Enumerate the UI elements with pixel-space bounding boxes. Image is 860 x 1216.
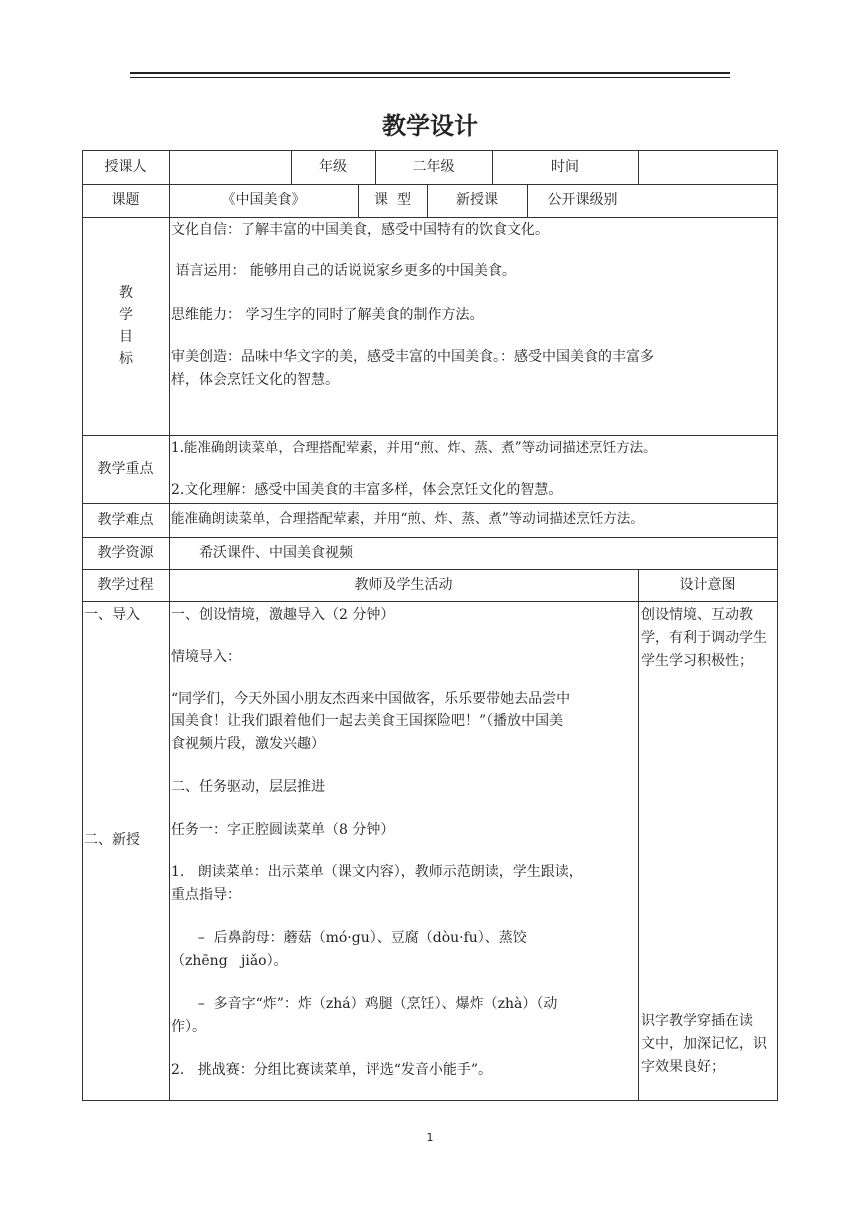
time-label: 时间 xyxy=(551,158,579,175)
intent-line: 字效果良好； xyxy=(641,1059,725,1075)
activity-line: 2. 挑战赛：分组比赛读菜单，评选“发音小能手”。 xyxy=(171,1062,493,1078)
process-header-activities: 教师及学生活动 xyxy=(354,576,453,593)
resources-label: 教学资源 xyxy=(97,544,154,561)
activity-line: – 多音字“炸”：炸（zhá）鸡腿（烹饪）、爆炸（zhà）（动 xyxy=(171,996,558,1012)
stage-label: 一、导入 xyxy=(84,607,140,623)
key-point-item: 2.文化理解：感受中国美食的丰富多样，体会烹饪文化的智慧。 xyxy=(171,482,563,498)
objective-item: 审美创造：品味中华文字的美，感受丰富的中国美食。：感受中国美食的丰富多 xyxy=(171,349,654,365)
key-point-item: 1.能准确朗读菜单，合理搭配荤素，并用“煎、炸、蒸、煮”等动词描述烹饪方法。 xyxy=(171,440,657,456)
intent-line: 学，有利于调动学生 xyxy=(641,630,767,646)
difficulties-text: 能准确朗读菜单，合理搭配荤素，并用“煎、炸、蒸、煮”等动词描述烹饪方法。 xyxy=(171,511,644,527)
resources-text: 希沃课件、中国美食视频 xyxy=(199,545,353,561)
objectives-label-char: 标 xyxy=(119,351,133,367)
open-class-level-value xyxy=(638,184,777,217)
page-number: 1 xyxy=(426,1131,434,1144)
lesson-type-value: 新授课 xyxy=(456,192,498,208)
teacher-label: 授课人 xyxy=(104,158,147,175)
process-header-intent: 设计意图 xyxy=(679,576,736,593)
activity-line: – 后鼻韵母：蘑菇（mó·gu）、豆腐（dòu·fu）、蒸饺 xyxy=(171,930,527,946)
topic-value: 《中国美食》 xyxy=(221,192,306,208)
objective-item: 文化自信：了解丰富的中国美食，感受中国特有的饮食文化。 xyxy=(171,222,549,238)
activity-line: （zhēng jiǎo）。 xyxy=(171,953,288,969)
objective-item: 语言运用： 能够用自己的话说说家乡更多的中国美食。 xyxy=(171,263,516,279)
header-rule-thin xyxy=(130,77,730,78)
activity-line: 一、创设情境，激趣导入（2 分钟） xyxy=(171,607,395,623)
activity-line: 国美食！让我们跟着他们一起去美食王国探险吧！”（播放中国美 xyxy=(171,713,564,729)
activity-line: “同学们，今天外国小朋友杰西来中国做客，乐乐要带她去品尝中 xyxy=(171,691,571,707)
activity-line: 1. 朗读菜单：出示菜单（课文内容），教师示范朗读，学生跟读， xyxy=(171,864,583,880)
intent-line: 识字教学穿插在读 xyxy=(641,1013,753,1029)
document-title: 教学设计 xyxy=(382,112,478,140)
objectives-label-char: 教 xyxy=(119,285,133,301)
grade-label: 年级 xyxy=(319,158,347,175)
lesson-type-label: 课 型 xyxy=(374,192,411,208)
stage-label: 二、新授 xyxy=(84,832,140,848)
process-header-stage: 教学过程 xyxy=(97,576,154,593)
difficulties-label: 教学难点 xyxy=(97,511,154,528)
objectives-label-char: 学 xyxy=(119,307,133,323)
open-class-level-label: 公开课级别 xyxy=(547,192,618,208)
objectives-label-char: 目 xyxy=(119,329,133,345)
header-rule-thick xyxy=(130,72,730,74)
activity-line: 作）。 xyxy=(171,1019,206,1035)
teacher-value xyxy=(169,150,291,184)
key-points-label: 教学重点 xyxy=(97,460,154,477)
intent-line: 创设情境、互动教 xyxy=(641,607,753,623)
objective-item: 思维能力： 学习生字的同时了解美食的制作方法。 xyxy=(171,307,484,323)
activity-line: 二、任务驱动，层层推进 xyxy=(171,779,325,795)
activity-line: 情境导入： xyxy=(171,649,241,665)
intent-line: 文中，加深记忆，识 xyxy=(641,1036,767,1052)
grade-value: 二年级 xyxy=(412,158,455,175)
activity-line: 任务一：字正腔圆读菜单（8 分钟） xyxy=(171,822,395,838)
objective-item: 样，体会烹饪文化的智慧。 xyxy=(171,372,339,388)
activity-line: 食视频片段，激发兴趣） xyxy=(171,736,325,752)
intent-line: 学生学习积极性； xyxy=(641,653,753,669)
topic-label: 课题 xyxy=(111,192,140,208)
lesson-plan-table xyxy=(82,150,778,1100)
time-value xyxy=(638,150,777,184)
activity-line: 重点指导： xyxy=(171,887,241,903)
